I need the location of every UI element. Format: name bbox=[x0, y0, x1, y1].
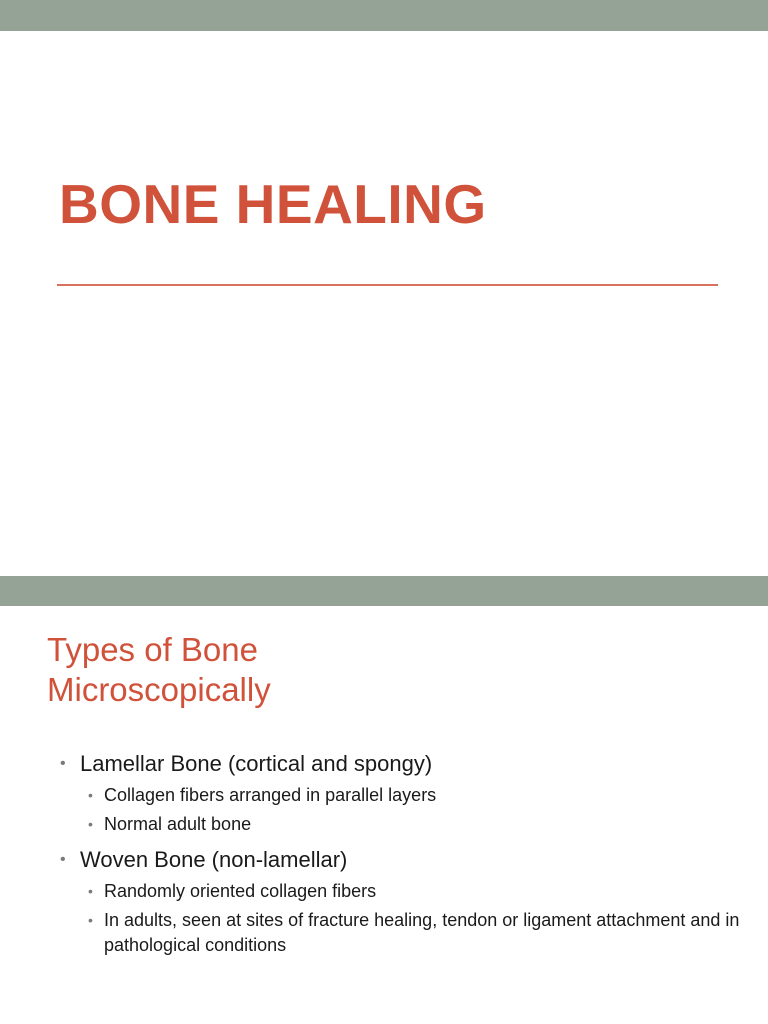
sub-bullet-random-fibers: • Randomly oriented collagen fibers bbox=[60, 879, 740, 904]
section-title bbox=[47, 630, 271, 710]
sub-bullet-adult-sites: • In adults, seen at sites of fracture healing, tendon or ligament attachment and in pathological conditions bbox=[60, 908, 740, 958]
section-title-line-1: Types of Bone bbox=[47, 631, 258, 668]
top-header-band bbox=[0, 0, 768, 31]
slide-title: BONE HEALING bbox=[59, 173, 487, 235]
bullet-lamellar-bone: • Lamellar Bone (cortical and spongy) bbox=[60, 747, 740, 781]
sub-bullet-normal-adult-bone: • Normal adult bone bbox=[60, 812, 740, 837]
bullet-list bbox=[60, 747, 740, 962]
sub-bullet-parallel-layers: • Collagen fibers arranged in parallel layers bbox=[60, 783, 740, 808]
bullet-woven-bone: • Woven Bone (non-lamellar) bbox=[60, 843, 740, 877]
slide-header-band bbox=[0, 576, 768, 606]
section-title-line-2: Microscopically bbox=[47, 671, 271, 708]
title-divider bbox=[57, 284, 718, 286]
